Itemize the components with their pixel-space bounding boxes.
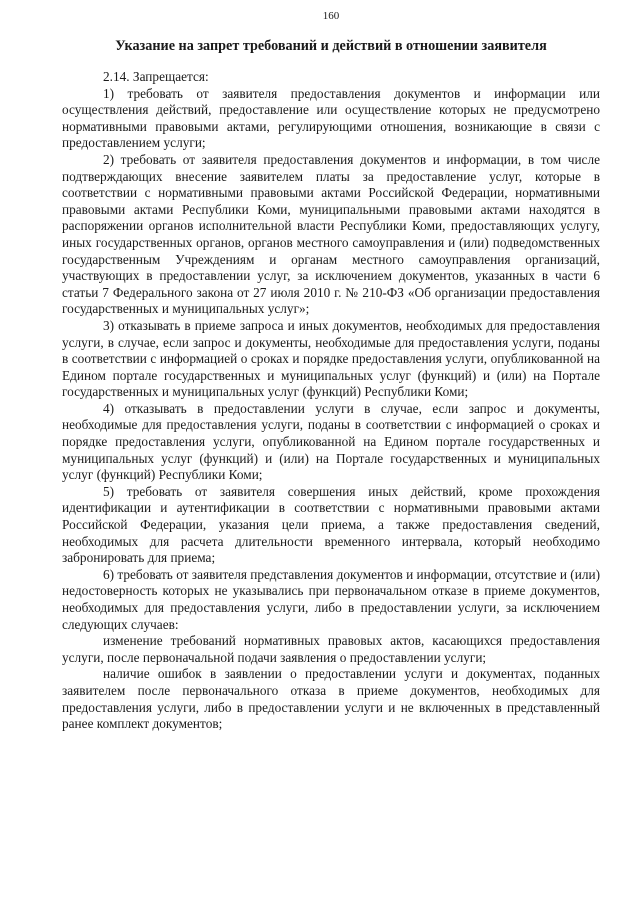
prohibition-item-1: 1) требовать от заявителя предоставления документов и информации или осуществления действий, предоставление или осуществление которых не предусмотрено нормативными правовыми актами, регулирующими отношения, возникающие в связи с предоставлением услуги; xyxy=(62,85,600,151)
section-heading: Указание на запрет требований и действий в отношении заявителя xyxy=(115,38,547,54)
prohibition-item-2: 2) требовать от заявителя предоставления документов и информации, в том числе подтверждающих внесение заявителем платы за предоставление услуг, которые в соответствии с нормативными правовыми актами Российской Федерации, нормативными правовыми актами Республики Коми, муниципальными правовыми актами находятся в распоряжении органов исполнительной власти Республики Коми, предоставляющих услугу, иных государственных органов, органов местного самоуправления и (или) подведомственных государственным Учреждениям и органам местного самоуправления организаций, участвующих в предоставлении услуг, за исключением документов, указанных в части 6 статьи 7 Федерального закона от 27 июля 2010 г. № 210-ФЗ «Об организации предоставления государственных и муниципальных услуг»; xyxy=(62,151,600,317)
prohibition-item-6: 6) требовать от заявителя представления документов и информации, отсутствие и (или) недостоверность которых не указывались при первоначальном отказе в приеме документов, необходимых для предоставления услуги, либо в предоставлении услуги, за исключением следующих случаев: xyxy=(62,566,600,632)
clause-2-14-intro: 2.14. Запрещается: xyxy=(103,69,209,84)
prohibition-item-5: 5) требовать от заявителя совершения иных действий, кроме прохождения идентификации и аутентификации в соответствии с нормативными правовыми актами Российской Федерации, указания цели приема, а также предоставления сведений, необходимых для расчета длительности временного интервала, который необходимо забронировать для приема; xyxy=(62,483,600,566)
prohibition-item-4: 4) отказывать в предоставлении услуги в случае, если запрос и документы, необходимые для предоставления услуги, поданы в соответствии с информацией о сроках и порядке предоставления услуги, опубликованной на Едином портале государственных и муниципальных услуг (функций) и (или) на Портале государственных и муниципальных услуг (функций) Республики Коми; xyxy=(62,400,600,483)
page-number: 160 xyxy=(322,10,340,22)
exception-case-1: изменение требований нормативных правовых актов, касающихся предоставления услуги, после первоначальной подачи заявления о предоставлении услуги; xyxy=(62,633,600,665)
exception-case-2: наличие ошибок в заявлении о предоставлении услуги и документах, поданных заявителем после первоначального отказа в приеме документов, необходимых для предоставления услуги, либо в предоставлении услуги и не включенных в представленный ранее комплект документов; xyxy=(62,666,600,732)
prohibition-item-3: 3) отказывать в приеме запроса и иных документов, необходимых для предоставления услуги, в случае, если запрос и документы, необходимые для предоставления услуги, поданы в соответствии с информацией о сроках и порядке предоставления услуги, опубликованной на Едином портале государственных и муниципальных услуг (функций) и (или) на Портале государственных и муниципальных услуг (функций) Республики Коми; xyxy=(62,317,600,400)
document-body xyxy=(62,69,600,733)
